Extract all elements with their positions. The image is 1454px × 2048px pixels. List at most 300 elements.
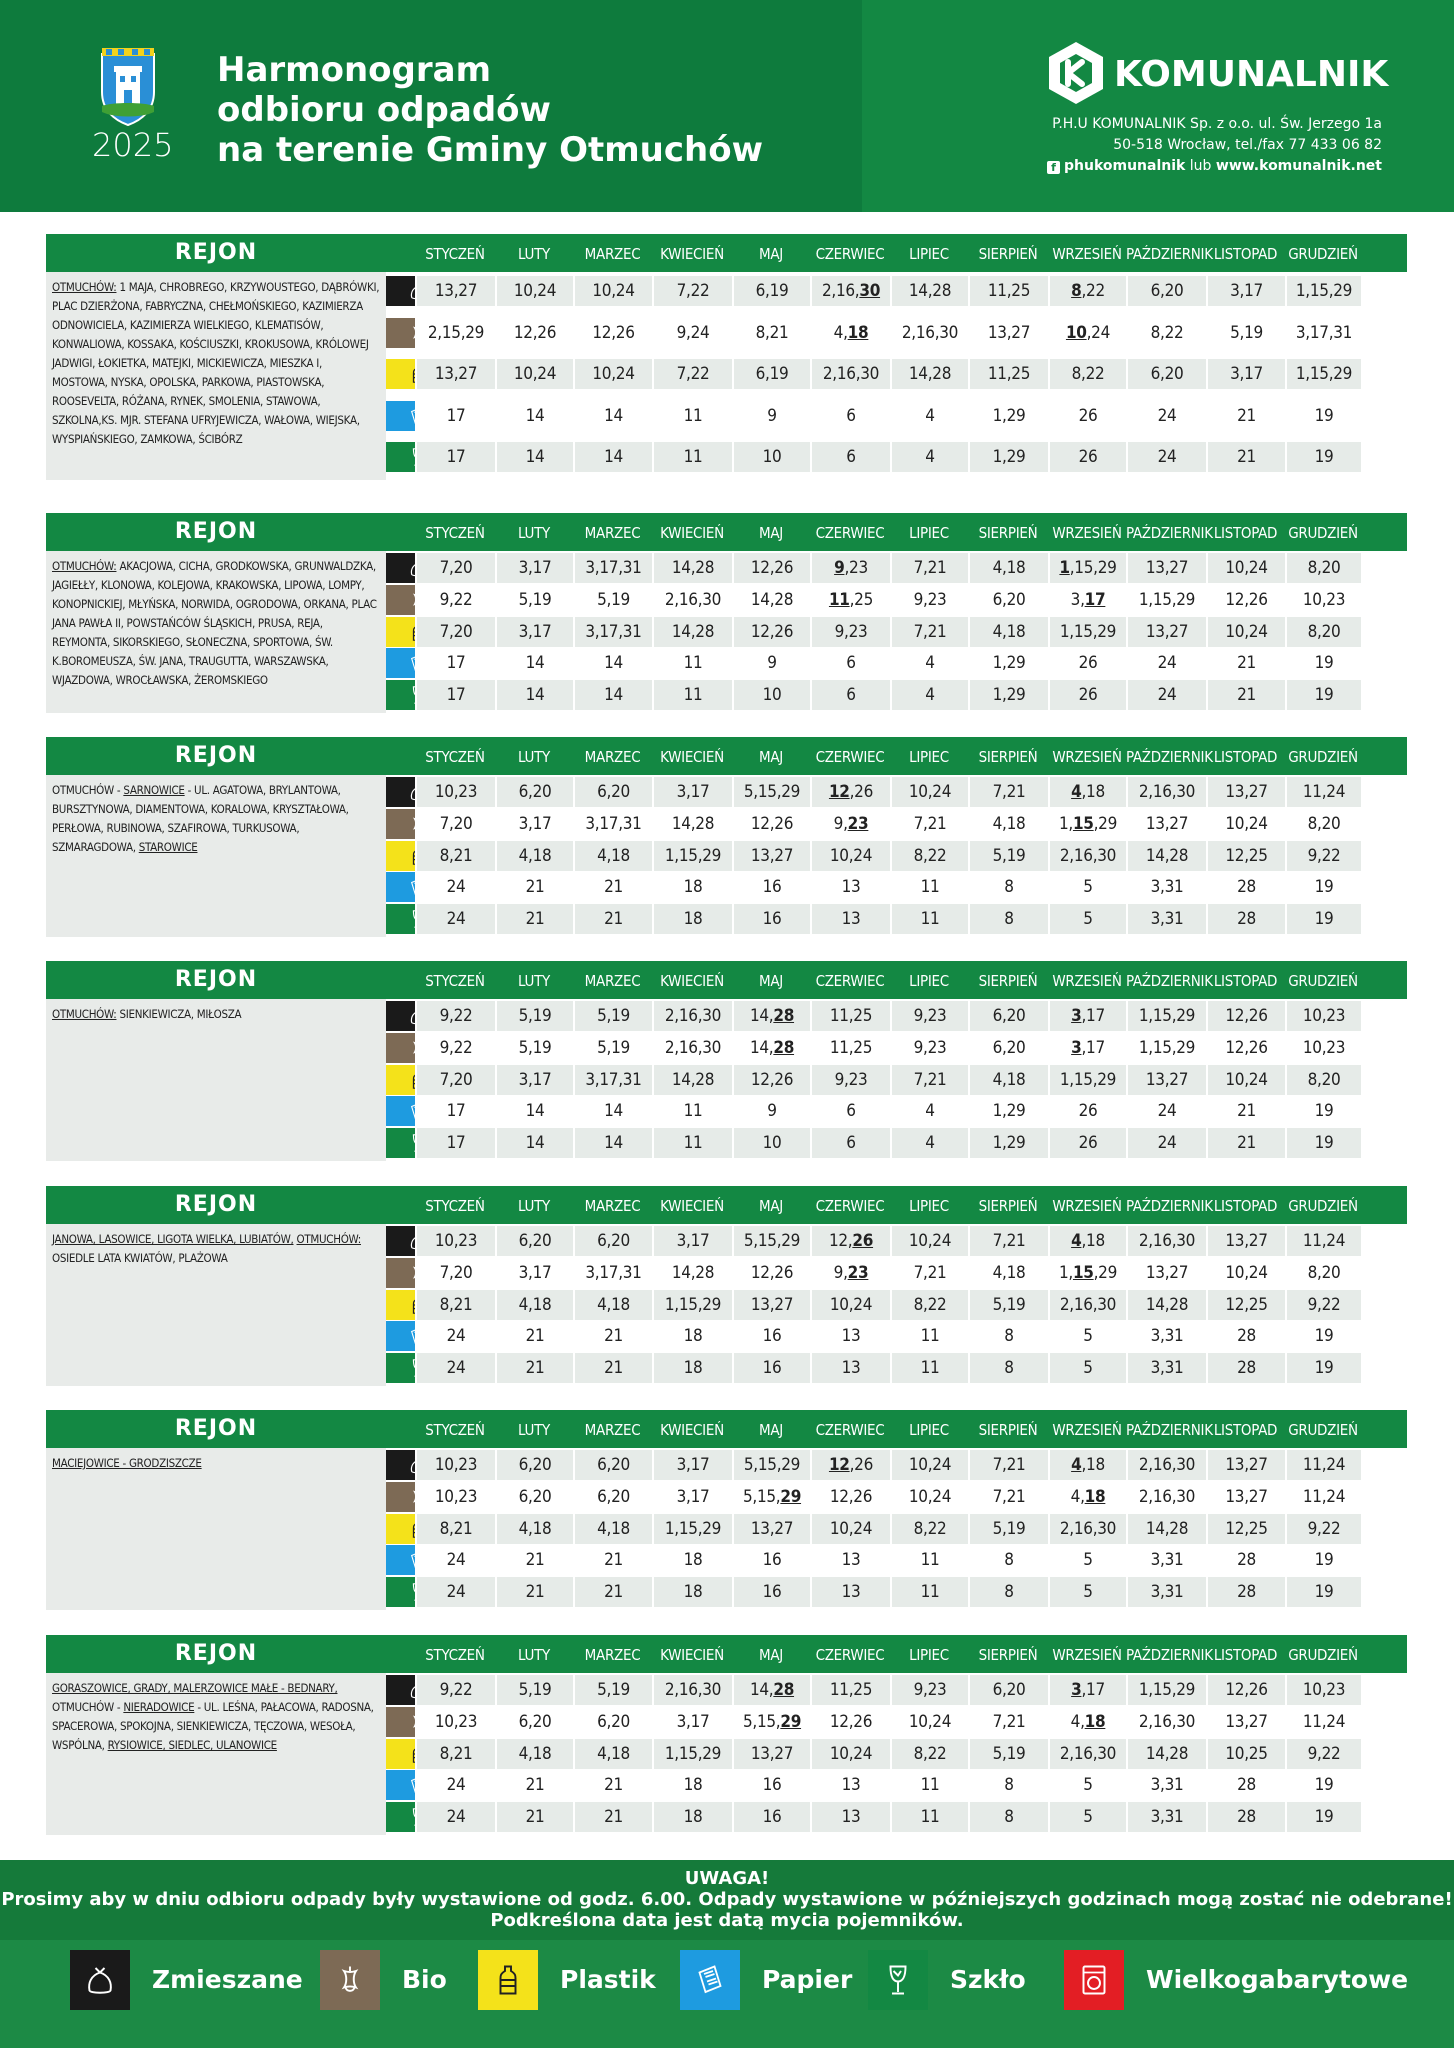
schedule-row-plastik	[386, 1739, 1407, 1769]
pickup-dates-cell: 5,19	[1206, 318, 1285, 348]
pickup-dates-cell: 16	[732, 1577, 810, 1607]
legend-swatch	[1064, 1950, 1124, 2010]
region-table	[46, 513, 1407, 713]
washing-date: 3	[1071, 1006, 1082, 1026]
pickup-dates-cell: 3,17	[652, 777, 732, 807]
pickup-dates-cell: 18	[652, 1545, 732, 1575]
pickup-dates-cell: 14,28	[1126, 1739, 1206, 1769]
pickup-dates-cell: 10,24	[810, 1739, 890, 1769]
washing-machine-icon	[1079, 1963, 1109, 1997]
pickup-dates-cell: 10,23	[415, 777, 495, 807]
pickup-dates-cell: 4	[890, 680, 968, 710]
month-header: MARZEC	[584, 524, 641, 542]
month-header: LIPIEC	[909, 524, 949, 542]
pickup-dates-cell: 14	[573, 1128, 652, 1158]
washing-date: 3	[1071, 1038, 1082, 1058]
washing-date: 11	[828, 590, 850, 610]
legend-item	[320, 1950, 450, 2010]
pickup-dates-cell: 9,23	[810, 809, 890, 839]
pickup-dates-cell: 1,15,29	[1048, 617, 1126, 647]
locality-name: RYSIOWICE, SIEDLEC, ULANOWICE	[107, 1738, 277, 1752]
pickup-dates-cell: 9,22	[415, 1675, 495, 1705]
month-header: SIERPIEŃ	[978, 524, 1038, 542]
locality-name: OTMUCHÓW:	[52, 559, 117, 573]
month-header: LISTOPAD	[1213, 524, 1278, 542]
pickup-dates-cell: 11,24	[1285, 1450, 1361, 1480]
pickup-dates-cell: 4,18	[1048, 1226, 1126, 1256]
region-streets	[46, 1448, 386, 1610]
pickup-dates-cell: 19	[1285, 1096, 1361, 1126]
schedule-row-bio	[386, 318, 1407, 348]
month-header: CZERWIEC	[815, 1421, 885, 1439]
pickup-dates-cell: 4,18	[573, 1739, 652, 1769]
washing-date: 4	[1071, 782, 1082, 802]
pickup-dates-cell: 6,20	[968, 1001, 1048, 1031]
month-header: CZERWIEC	[815, 748, 885, 766]
pickup-dates-cell: 5	[1048, 1321, 1126, 1351]
website-link[interactable]: www.komunalnik.net	[1215, 158, 1382, 174]
month-header: SIERPIEŃ	[978, 748, 1038, 766]
pickup-dates-cell: 5,15,29	[732, 777, 810, 807]
pickup-dates-cell: 28	[1206, 1545, 1285, 1575]
legend-swatch	[70, 1950, 130, 2010]
pickup-dates-cell: 12,26	[732, 809, 810, 839]
pickup-dates-cell: 8,22	[890, 1514, 968, 1544]
pickup-dates-cell: 1,29	[968, 1096, 1048, 1126]
pickup-dates-cell: 1,29	[968, 648, 1048, 678]
pickup-dates-cell: 10,23	[1285, 1001, 1361, 1031]
pickup-dates-cell: 6,20	[573, 1707, 652, 1737]
pickup-dates-cell: 10,23	[1285, 1675, 1361, 1705]
pickup-dates-cell: 4,18	[1048, 777, 1126, 807]
washing-date: 29	[780, 1487, 802, 1507]
company-contact-line	[882, 156, 1382, 177]
pickup-dates-cell: 28	[1206, 1770, 1285, 1800]
pickup-dates-cell: 14,28	[890, 359, 968, 389]
table-header	[46, 513, 1407, 551]
pickup-dates-cell: 19	[1285, 1353, 1361, 1383]
month-header: CZERWIEC	[815, 972, 885, 990]
pickup-dates-cell: 3,17	[1206, 276, 1285, 306]
pickup-dates-cell: 12,26	[495, 318, 573, 348]
pickup-dates-cell: 3,17	[1048, 1033, 1126, 1063]
pickup-dates-cell: 1,15,29	[1126, 1675, 1206, 1705]
washing-date: 18	[847, 323, 869, 343]
schedule-row-zmieszane	[386, 1001, 1407, 1031]
washing-date: 12	[828, 1455, 850, 1475]
pickup-dates-cell: 21	[573, 1577, 652, 1607]
notice-box	[0, 1860, 1454, 1940]
pickup-dates-cell: 2,16,30	[1126, 1707, 1206, 1737]
pickup-dates-cell: 6	[810, 1128, 890, 1158]
pickup-dates-cell: 10,23	[1285, 585, 1361, 615]
month-header: GRUDZIEŃ	[1288, 1421, 1358, 1439]
pickup-dates-cell: 4	[890, 401, 968, 431]
pickup-dates-cell: 14,28	[652, 1065, 732, 1095]
region-streets	[46, 775, 386, 937]
facebook-handle[interactable]: phukomunalnik	[1063, 158, 1186, 174]
pickup-dates-cell: 11,25	[810, 1675, 890, 1705]
pickup-dates-cell: 9,23	[890, 1033, 968, 1063]
schedule-row-plastik	[386, 617, 1407, 647]
washing-date: 10	[1065, 323, 1087, 343]
title-line-1: Harmonogram	[217, 50, 491, 90]
pickup-dates-cell: 3,17	[1048, 1675, 1126, 1705]
pickup-dates-cell: 19	[1285, 1128, 1361, 1158]
pickup-dates-cell: 14,28	[652, 1258, 732, 1288]
pickup-dates-cell: 24	[1126, 442, 1206, 472]
pickup-dates-cell: 7,21	[890, 1065, 968, 1095]
pickup-dates-cell: 7,21	[968, 777, 1048, 807]
rejon-label: REJON	[174, 1192, 258, 1217]
pickup-dates-cell: 7,20	[415, 809, 495, 839]
street-list: - UL. AGATOWA, BRYLANTOWA, BURSZTYNOWA, DIAMENTOWA, KORALOWA, KRYSZTAŁOWA, PERŁOWA, RUBINOWA, SZAFIROWA, TURKUSOWA, SZMARAGDOWA,	[52, 783, 349, 854]
pickup-dates-cell: 14	[495, 442, 573, 472]
pickup-dates-cell: 24	[415, 1545, 495, 1575]
month-header: GRUDZIEŃ	[1288, 1646, 1358, 1664]
locality-name: MACIEJOWICE - GRODZISZCZE	[52, 1456, 202, 1470]
pickup-dates-cell: 4,18	[810, 318, 890, 348]
washing-date: 30	[859, 281, 881, 301]
pickup-dates-cell: 8,22	[890, 1290, 968, 1320]
pickup-dates-cell: 19	[1285, 872, 1361, 902]
month-header: LUTY	[518, 1646, 550, 1664]
pickup-dates-cell: 7,22	[652, 276, 732, 306]
pickup-dates-cell: 5,19	[495, 1033, 573, 1063]
pickup-dates-cell: 12,26	[732, 1065, 810, 1095]
pickup-dates-cell: 18	[652, 904, 732, 934]
washing-date: 28	[773, 1006, 795, 1026]
pickup-dates-cell: 11,24	[1285, 777, 1361, 807]
pickup-dates-cell: 13	[810, 872, 890, 902]
pickup-dates-cell: 12,26	[732, 1258, 810, 1288]
pickup-dates-cell: 24	[415, 1577, 495, 1607]
pickup-dates-cell: 21	[573, 1353, 652, 1383]
pickup-dates-cell: 1,15,29	[652, 841, 732, 871]
region-streets	[46, 272, 386, 480]
region-streets	[46, 551, 386, 713]
pickup-dates-cell: 24	[415, 1770, 495, 1800]
month-header: WRZESIEŃ	[1052, 1197, 1122, 1215]
pickup-dates-cell: 21	[495, 1321, 573, 1351]
schedule-row-papier	[386, 401, 1407, 431]
month-header: LIPIEC	[909, 1421, 949, 1439]
pickup-dates-cell: 3,17	[495, 1258, 573, 1288]
pickup-dates-cell: 2,16,30	[1126, 1482, 1206, 1512]
pickup-dates-cell: 21	[495, 1545, 573, 1575]
region-table	[46, 1635, 1407, 1835]
region-streets	[46, 1673, 386, 1835]
month-header: PAŹDZIERNIK	[1126, 1421, 1213, 1439]
pickup-dates-cell: 14	[495, 648, 573, 678]
pickup-dates-cell: 11,25	[968, 359, 1048, 389]
pickup-dates-cell: 3,17	[495, 617, 573, 647]
table-header	[46, 1186, 1407, 1224]
month-header: CZERWIEC	[815, 1646, 885, 1664]
washing-date: 28	[773, 1038, 795, 1058]
pickup-dates-cell: 4,18	[573, 1290, 652, 1320]
schedule-row-zmieszane	[386, 1226, 1407, 1256]
komunalnik-logo-icon	[1046, 40, 1106, 106]
pickup-dates-cell: 11	[890, 1321, 968, 1351]
table-header	[46, 234, 1407, 272]
legend-item	[680, 1950, 853, 2010]
washing-date: 23	[847, 814, 869, 834]
logo-text: KOMUNALNIK	[1114, 54, 1389, 95]
pickup-dates-cell: 10,24	[890, 777, 968, 807]
pickup-dates-cell: 2,16,30	[652, 1001, 732, 1031]
pickup-dates-cell: 10,24	[495, 359, 573, 389]
title-line-3: na terenie Gminy Otmuchów	[217, 130, 763, 170]
pickup-dates-cell: 13	[810, 1770, 890, 1800]
pickup-dates-cell: 24	[1126, 401, 1206, 431]
page-title	[217, 50, 817, 170]
coat-of-arms-icon	[98, 48, 158, 126]
pickup-dates-cell: 2,16,30	[1126, 1450, 1206, 1480]
pickup-dates-cell: 6,19	[732, 276, 810, 306]
month-header: KWIECIEŃ	[660, 524, 724, 542]
street-list: OTMUCHÓW -	[52, 1700, 124, 1714]
pickup-dates-cell: 18	[652, 1577, 732, 1607]
pickup-dates-cell: 6,20	[495, 1482, 573, 1512]
pickup-dates-cell: 4,18	[495, 1290, 573, 1320]
month-header: LISTOPAD	[1213, 1646, 1278, 1664]
washing-date: 3	[1071, 1680, 1082, 1700]
pickup-dates-cell: 12,25	[1206, 841, 1285, 871]
month-header: LISTOPAD	[1213, 748, 1278, 766]
pickup-dates-cell: 13	[810, 1321, 890, 1351]
pickup-dates-cell: 12,26	[810, 1226, 890, 1256]
month-header: MAJ	[759, 524, 783, 542]
pickup-dates-cell: 6	[810, 1096, 890, 1126]
pickup-dates-cell: 11	[652, 680, 732, 710]
pickup-dates-cell: 13	[810, 1802, 890, 1832]
pickup-dates-cell: 16	[732, 904, 810, 934]
pickup-dates-cell: 13,27	[1206, 1226, 1285, 1256]
pickup-dates-cell: 8	[968, 1321, 1048, 1351]
month-header: MARZEC	[584, 748, 641, 766]
schedule-row-papier	[386, 872, 1407, 902]
pickup-dates-cell: 4	[890, 1096, 968, 1126]
region-table	[46, 961, 1407, 1161]
pickup-dates-cell: 8	[968, 1545, 1048, 1575]
pickup-dates-cell: 3,17	[652, 1226, 732, 1256]
pickup-dates-cell: 21	[495, 1802, 573, 1832]
pickup-dates-cell: 12,26	[1206, 585, 1285, 615]
pickup-dates-cell: 2,16,30	[810, 359, 890, 389]
month-header: LIPIEC	[909, 245, 949, 263]
pickup-dates-cell: 5	[1048, 872, 1126, 902]
pickup-dates-cell: 3,17	[495, 809, 573, 839]
pickup-dates-cell: 3,31	[1126, 1545, 1206, 1575]
pickup-dates-cell: 18	[652, 1770, 732, 1800]
pickup-dates-cell: 9,23	[810, 553, 890, 583]
month-header: CZERWIEC	[815, 524, 885, 542]
pickup-dates-cell: 8,20	[1285, 553, 1361, 583]
pickup-dates-cell: 5,19	[573, 585, 652, 615]
pickup-dates-cell: 8,22	[890, 841, 968, 871]
pickup-dates-cell: 26	[1048, 1096, 1126, 1126]
pickup-dates-cell: 9,22	[415, 1033, 495, 1063]
locality-name: NIERADOWICE	[123, 1700, 195, 1714]
pickup-dates-cell: 2,16,30	[652, 585, 732, 615]
rejon-label: REJON	[174, 519, 258, 544]
pickup-dates-cell: 5,19	[573, 1675, 652, 1705]
table-header	[46, 737, 1407, 775]
pickup-dates-cell: 3,31	[1126, 1770, 1206, 1800]
pickup-dates-cell: 7,21	[968, 1707, 1048, 1737]
pickup-dates-cell: 4,18	[573, 841, 652, 871]
pickup-dates-cell: 1,15,29	[1048, 1065, 1126, 1095]
pickup-dates-cell: 21	[1206, 648, 1285, 678]
month-header: LISTOPAD	[1213, 1197, 1278, 1215]
pickup-dates-cell: 1,15,29	[1048, 1258, 1126, 1288]
pickup-dates-cell: 18	[652, 1353, 732, 1383]
legend-swatch	[680, 1950, 740, 2010]
mixed-bag-icon	[85, 1963, 115, 1997]
pickup-dates-cell: 17	[415, 1096, 495, 1126]
pickup-dates-cell: 19	[1285, 648, 1361, 678]
pickup-dates-cell: 3,17,31	[1285, 318, 1361, 348]
pickup-dates-cell: 13,27	[732, 1290, 810, 1320]
pickup-dates-cell: 7,21	[890, 809, 968, 839]
pickup-dates-cell: 5,15,29	[732, 1450, 810, 1480]
pickup-dates-cell: 3,17	[652, 1450, 732, 1480]
month-header: WRZESIEŃ	[1052, 748, 1122, 766]
locality-name: JANOWA, LASOWICE, LIGOTA WIELKA, LUBIATÓW,	[52, 1232, 294, 1246]
pickup-dates-cell: 19	[1285, 401, 1361, 431]
month-header: WRZESIEŃ	[1052, 1646, 1122, 1664]
schedule-row-zmieszane	[386, 1450, 1407, 1480]
pickup-dates-cell: 11	[652, 401, 732, 431]
schedule-row-bio	[386, 1482, 1407, 1512]
pickup-dates-cell: 24	[415, 1321, 495, 1351]
pickup-dates-cell: 12,25	[1206, 1290, 1285, 1320]
pickup-dates-cell: 28	[1206, 872, 1285, 902]
pickup-dates-cell: 7,20	[415, 1258, 495, 1288]
year-label: 2025	[92, 126, 174, 164]
pickup-dates-cell: 26	[1048, 1128, 1126, 1158]
contact-separator: lub	[1185, 158, 1216, 174]
pickup-dates-cell: 2,16,30	[1048, 1514, 1126, 1544]
schedule-row-zmieszane	[386, 777, 1407, 807]
pickup-dates-cell: 13,27	[1206, 1707, 1285, 1737]
pickup-dates-cell: 6,19	[732, 359, 810, 389]
region-table	[46, 737, 1407, 937]
pickup-dates-cell: 12,26	[1206, 1033, 1285, 1063]
pickup-dates-cell: 2,16,30	[1126, 777, 1206, 807]
pickup-dates-cell: 11	[890, 1802, 968, 1832]
pickup-dates-cell: 4,18	[968, 617, 1048, 647]
legend-swatch	[868, 1950, 928, 2010]
month-header: STYCZEŃ	[425, 245, 485, 263]
schedule-row-zmieszane	[386, 1675, 1407, 1705]
pickup-dates-cell: 21	[495, 1577, 573, 1607]
pickup-dates-cell: 9,22	[415, 1001, 495, 1031]
pickup-dates-cell: 2,16,30	[1126, 1226, 1206, 1256]
pickup-dates-cell: 7,20	[415, 1065, 495, 1095]
pickup-dates-cell: 3,31	[1126, 904, 1206, 934]
month-header: MARZEC	[584, 1421, 641, 1439]
pickup-dates-cell: 24	[1126, 648, 1206, 678]
pickup-dates-cell: 1,15,29	[652, 1514, 732, 1544]
pickup-dates-cell: 2,16,30	[1048, 1739, 1126, 1769]
pickup-dates-cell: 11,25	[968, 276, 1048, 306]
pickup-dates-cell: 16	[732, 1802, 810, 1832]
pickup-dates-cell: 8,22	[890, 1739, 968, 1769]
rejon-label: REJON	[174, 1641, 258, 1666]
pickup-dates-cell: 19	[1285, 442, 1361, 472]
pickup-dates-cell: 9,23	[810, 617, 890, 647]
pickup-dates-cell: 6	[810, 680, 890, 710]
month-header: STYCZEŃ	[425, 1421, 485, 1439]
schedule-row-papier	[386, 1545, 1407, 1575]
pickup-dates-cell: 4,18	[495, 841, 573, 871]
pickup-dates-cell: 11	[652, 1096, 732, 1126]
schedule-row-zmieszane	[386, 276, 1407, 306]
pickup-dates-cell: 11	[652, 648, 732, 678]
pickup-dates-cell: 1,15,29	[1285, 276, 1361, 306]
pickup-dates-cell: 4	[890, 1128, 968, 1158]
month-header: SIERPIEŃ	[978, 245, 1038, 263]
pickup-dates-cell: 9	[732, 1096, 810, 1126]
pickup-dates-cell: 16	[732, 1770, 810, 1800]
pickup-dates-cell: 2,16,30	[652, 1675, 732, 1705]
table-header	[46, 961, 1407, 999]
pickup-dates-cell: 8	[968, 1802, 1048, 1832]
legend-label: Wielkogabarytowe	[1146, 1965, 1409, 1994]
pickup-dates-cell: 3,17,31	[573, 553, 652, 583]
pickup-dates-cell: 24	[1126, 680, 1206, 710]
pickup-dates-cell: 17	[415, 401, 495, 431]
pickup-dates-cell: 14,28	[1126, 841, 1206, 871]
washing-date: 9	[834, 558, 845, 578]
pickup-dates-cell: 14,28	[1126, 1514, 1206, 1544]
company-address-line-2: 50-518 Wrocław, tel./fax 77 433 06 82	[1113, 137, 1382, 153]
month-header: STYCZEŃ	[425, 748, 485, 766]
region-table	[46, 1186, 1407, 1386]
month-header: SIERPIEŃ	[978, 972, 1038, 990]
pickup-dates-cell: 14	[495, 680, 573, 710]
pickup-dates-cell: 21	[573, 1802, 652, 1832]
month-header: KWIECIEŃ	[660, 245, 724, 263]
pickup-dates-cell: 4	[890, 442, 968, 472]
pickup-dates-cell: 6,20	[573, 1226, 652, 1256]
pickup-dates-cell: 3,17,31	[573, 1065, 652, 1095]
pickup-dates-cell: 12,25	[1206, 1514, 1285, 1544]
pickup-dates-cell: 28	[1206, 1321, 1285, 1351]
pickup-dates-cell: 7,21	[890, 617, 968, 647]
pickup-dates-cell: 13,27	[1126, 1258, 1206, 1288]
pickup-dates-cell: 7,21	[968, 1482, 1048, 1512]
pickup-dates-cell: 8,20	[1285, 809, 1361, 839]
month-header: LISTOPAD	[1213, 245, 1278, 263]
pickup-dates-cell: 10	[732, 680, 810, 710]
month-header: MAJ	[759, 1646, 783, 1664]
legend-item	[868, 1950, 1028, 2010]
legend-label: Zmieszane	[152, 1965, 303, 1994]
pickup-dates-cell: 14	[573, 442, 652, 472]
legend-label: Bio	[402, 1965, 447, 1994]
pickup-dates-cell: 4	[890, 648, 968, 678]
pickup-dates-cell: 2,16,30	[890, 318, 968, 348]
pickup-dates-cell: 5,19	[968, 1739, 1048, 1769]
pickup-dates-cell: 17	[415, 648, 495, 678]
pickup-dates-cell: 17	[415, 1128, 495, 1158]
pickup-dates-cell: 1,15,29	[652, 1739, 732, 1769]
month-header: LUTY	[518, 524, 550, 542]
pickup-dates-cell: 3,17,31	[573, 617, 652, 647]
